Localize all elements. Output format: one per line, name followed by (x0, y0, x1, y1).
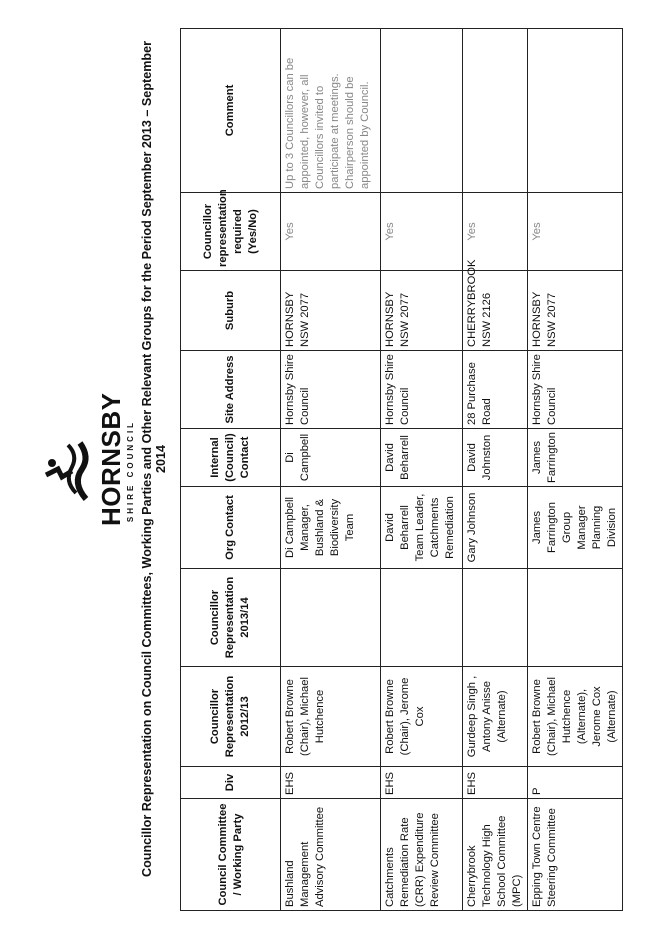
cell-rep-required: Yes (528, 193, 623, 271)
header-org-contact: Org Contact (181, 487, 281, 569)
cell-internal-contact: James Farrington (528, 429, 623, 487)
cell-comment: Up to 3 Councillors can be appointed, however, all Councillors invited to participate at meetings. Chairperson should be appointed by Council. (281, 29, 381, 193)
cell-org-contact: James Farrington Group Manager Planning Division (528, 487, 623, 569)
cell-suburb: HORNSBY NSW 2077 (381, 271, 463, 351)
cell-rep-2013-14 (281, 569, 381, 667)
committee-table (180, 28, 623, 911)
logo-wordmark: HORNSBY (96, 392, 126, 526)
header-rep-2013-14: Councillor Representation 2013/14 (181, 569, 281, 667)
logo-subtitle: SHIRE COUNCIL (126, 419, 135, 523)
logo-emblem-icon (42, 439, 98, 503)
header-rep-required: Councillor representation required (Yes/No) (181, 193, 281, 271)
cell-committee: Epping Town Centre Steering Committee (528, 799, 623, 911)
table-row (463, 29, 528, 911)
table-row (281, 29, 381, 911)
cell-committee: Bushland Management Advisory Committee (281, 799, 381, 911)
cell-internal-contact: David Beharrell (381, 429, 463, 487)
cell-comment (381, 29, 463, 193)
cell-site-address: 28 Purchase Road (463, 351, 528, 429)
cell-internal-contact: Di Campbell (281, 429, 381, 487)
cell-div: P (528, 767, 623, 799)
cell-committee: Cherrybrook Technology High School Committee (MPC) (463, 799, 528, 911)
cell-div: EHS (463, 767, 528, 799)
header-div: Div (181, 767, 281, 799)
cell-site-address: Hornsby Shire Council (381, 351, 463, 429)
cell-rep-2013-14 (528, 569, 623, 667)
cell-div: EHS (281, 767, 381, 799)
cell-rep-2012-13: Gurdeep Singh , Antony Anisse (Alternate) (463, 667, 528, 767)
cell-rep-required: Yes (281, 193, 381, 271)
cell-site-address: Hornsby Shire Council (281, 351, 381, 429)
cell-suburb: HORNSBY NSW 2077 (281, 271, 381, 351)
cell-rep-2013-14 (463, 569, 528, 667)
table-header-row (181, 29, 281, 911)
cell-org-contact: Di Campbell Manager, Bushland & Biodiversity Team (281, 487, 381, 569)
cell-committee: Catchments Remediation Rate (CRR) Expenditure Review Committee (381, 799, 463, 911)
header-suburb: Suburb (181, 271, 281, 351)
cell-site-address: Hornsby Shire Council (528, 351, 623, 429)
header-internal-contact: Internal (Council) Contact (181, 429, 281, 487)
table-row (381, 29, 463, 911)
cell-org-contact: David Beharrell Team Leader, Catchments Remediation (381, 487, 463, 569)
cell-suburb: HORNSBY NSW 2077 (528, 271, 623, 351)
cell-div: EHS (381, 767, 463, 799)
cell-comment (528, 29, 623, 193)
cell-rep-required: Yes (381, 193, 463, 271)
page-title: Councillor Representation on Council Committees, Working Parties and Other Relevant Groups for the Period September 2013 – September 2014 (140, 40, 168, 878)
table-row (528, 29, 623, 911)
cell-comment (463, 29, 528, 193)
header-comment: Comment (181, 29, 281, 193)
cell-rep-2013-14 (381, 569, 463, 667)
cell-internal-contact: David Johnston (463, 429, 528, 487)
header-site-address: Site Address (181, 351, 281, 429)
cell-rep-required: Yes (463, 193, 528, 271)
cell-suburb: CHERRYBROOK NSW 2126 (463, 271, 528, 351)
cell-rep-2012-13: Robert Browne (Chair), Jerome Cox (381, 667, 463, 767)
cell-org-contact: Gary Johnson (463, 487, 528, 569)
header-rep-2012-13: Councillor Representation 2012/13 (181, 667, 281, 767)
cell-rep-2012-13: Robert Browne (Chair), Michael Hutchence (281, 667, 381, 767)
header-committee: Council Committee / Working Party (181, 799, 281, 911)
council-logo (40, 392, 140, 526)
cell-rep-2012-13: Robert Browne (Chair), Michael Hutchence (Alternate), Jerome Cox (Alternate) (528, 667, 623, 767)
